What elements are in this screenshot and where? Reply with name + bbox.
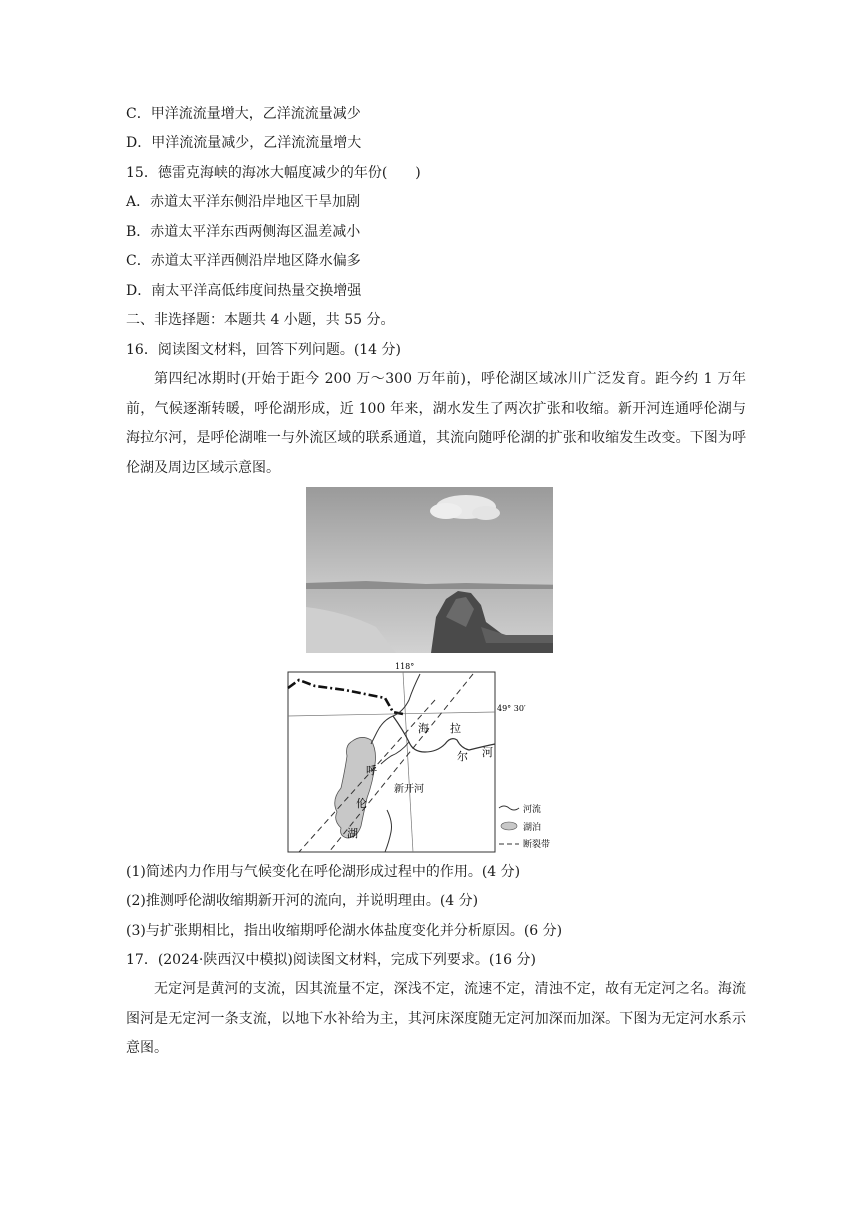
xinkai-river-label: 新开河 bbox=[394, 784, 424, 795]
option-14d: D．甲洋流流量减少，乙洋流流量增大 bbox=[126, 135, 362, 151]
legend-lake-symbol bbox=[501, 822, 517, 830]
lake-char-3: 湖 bbox=[347, 827, 358, 840]
legend-lake-label: 湖泊 bbox=[523, 823, 542, 833]
lake-char-2: 伦 bbox=[356, 797, 367, 810]
question-17-material: 无定河是黄河的支流，因其流量不定，深浅不定，流速不定，清浊不定，故有无定河之名。海流图河是无定河一条支流，以地下水补给为主，其河床深度随无定河加深而加深。下图为无定河水系示意图。 bbox=[126, 981, 746, 1056]
legend-river-symbol bbox=[499, 806, 519, 810]
latitude-label: 49° 30′ bbox=[497, 704, 526, 713]
hulun-lake-map bbox=[285, 660, 560, 855]
option-15d: D．南太平洋高低纬度间热量交换增强 bbox=[126, 283, 362, 299]
legend-river-label: 河流 bbox=[523, 805, 542, 815]
river-char-3: 尔 bbox=[457, 750, 468, 763]
question-16: 16．阅读图文材料，回答下列问题。(14 分) bbox=[126, 342, 402, 358]
lake-photo bbox=[306, 487, 553, 653]
lake-char-1: 呼 bbox=[366, 764, 377, 777]
sub-question-3: (3)与扩张期相比，指出收缩期呼伦湖水体盐度变化并分析原因。(6 分) bbox=[126, 923, 563, 939]
sub-question-1: (1)简述内力作用与气候变化在呼伦湖形成过程中的作用。(4 分) bbox=[126, 864, 521, 880]
question-16-material: 第四纪冰期时(开始于距今 200 万～300 万年前)，呼伦湖区域冰川广泛发育。距今约 1 万年前，气候逐渐转暖，呼伦湖形成，近 100 年来，湖水发生了两次扩张和收缩。新开河连通呼伦湖与海拉尔河，是呼伦湖唯一与外流区域的联系通道，其流向随呼伦湖的扩张和收缩发生改变。下图为呼伦湖及周边区域示意图。 bbox=[126, 371, 746, 476]
river-char-4: 河 bbox=[482, 746, 493, 759]
sub-question-2: (2)推测呼伦湖收缩期新开河的流向，并说明理由。(4 分) bbox=[126, 893, 479, 909]
section-heading: 二、非选择题：本题共 4 小题，共 55 分。 bbox=[126, 312, 395, 328]
option-15c: C．赤道太平洋西侧沿岸地区降水偏多 bbox=[126, 253, 361, 269]
option-15a: A．赤道太平洋东侧沿岸地区干旱加剧 bbox=[126, 194, 361, 210]
longitude-label: 118° bbox=[395, 662, 415, 671]
river-char-2: 拉 bbox=[450, 722, 461, 735]
option-15b: B．赤道太平洋东西两侧海区温差减小 bbox=[126, 224, 361, 240]
question-15: 15．德雷克海峡的海冰大幅度减少的年份( ) bbox=[126, 165, 421, 181]
river-char-1: 海 bbox=[418, 722, 429, 735]
legend-fault-label: 断裂带 bbox=[523, 840, 551, 850]
option-14c: C．甲洋流流量增大，乙洋流流量减少 bbox=[126, 106, 361, 122]
question-17: 17．(2024·陕西汉中模拟)阅读图文材料，完成下列要求。(16 分) bbox=[126, 952, 537, 968]
